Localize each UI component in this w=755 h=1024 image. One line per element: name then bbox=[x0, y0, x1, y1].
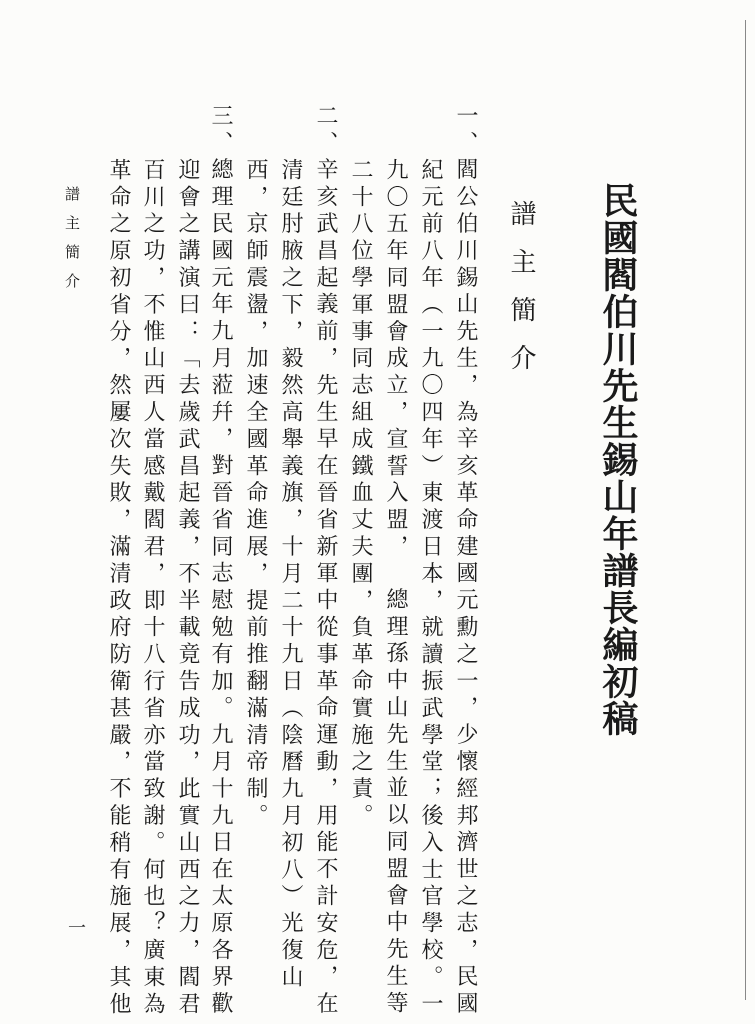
text-column-11: 革命之原初省分，然屢次失敗，滿清政府防衛甚嚴，不能稍有施展，其他 bbox=[106, 158, 131, 1019]
text-column-4: 二十八位學軍事同志組成鐵血丈夫團，負革命實施之責。 bbox=[348, 158, 373, 831]
text-column-3b: 總理孫中山先生並以同盟會中先生等 bbox=[383, 587, 408, 1018]
text-column-3 bbox=[384, 158, 406, 1018]
text-column-9: 迎會之講演曰：「去歲武昌起義，不半載竟告成功，此實山西之力，閻君 bbox=[175, 158, 200, 1019]
page-edge-line bbox=[745, 20, 746, 1000]
text-column-10: 百川之功，不惟山西人當感戴閻君，即十八行省亦當致謝。何也？廣東為 bbox=[140, 158, 165, 1019]
text-column-2: 紀元前八年（一九〇四年）東渡日本，就讀振武學堂；後入士官學校。一 bbox=[418, 158, 443, 1019]
text-column-3a: 九〇五年同盟會成立，宣誓入盟， bbox=[383, 158, 408, 562]
book-title: 民國閻伯川先生錫山年譜長編初稿 bbox=[597, 182, 639, 737]
page-number: 一 bbox=[65, 918, 86, 936]
text-column-7: 西，京師震盪，加速全國革命進展，提前推翻滿清帝制。 bbox=[243, 158, 268, 831]
text-column-5: 二、辛亥武昌起義前，先生早在晉省新軍中從事革命運動，用能不計安危，在 bbox=[313, 104, 338, 1019]
section-heading: 譜主簡介 bbox=[506, 200, 536, 392]
text-column-1: 一、閻公伯川錫山先生，為辛亥革命建國元勳之一，少懷經邦濟世之志，民國 bbox=[453, 104, 478, 1019]
running-head: 譜主簡介 bbox=[63, 186, 81, 302]
text-column-6: 清廷肘腋之下，毅然高舉義旗，十月二十九日（陰曆九月初八）光復山 bbox=[278, 158, 303, 992]
text-column-8: 三、總理民國元年九月蒞幷，對晉省同志慰勉有加。九月十九日在太原各界歡 bbox=[208, 104, 233, 1019]
